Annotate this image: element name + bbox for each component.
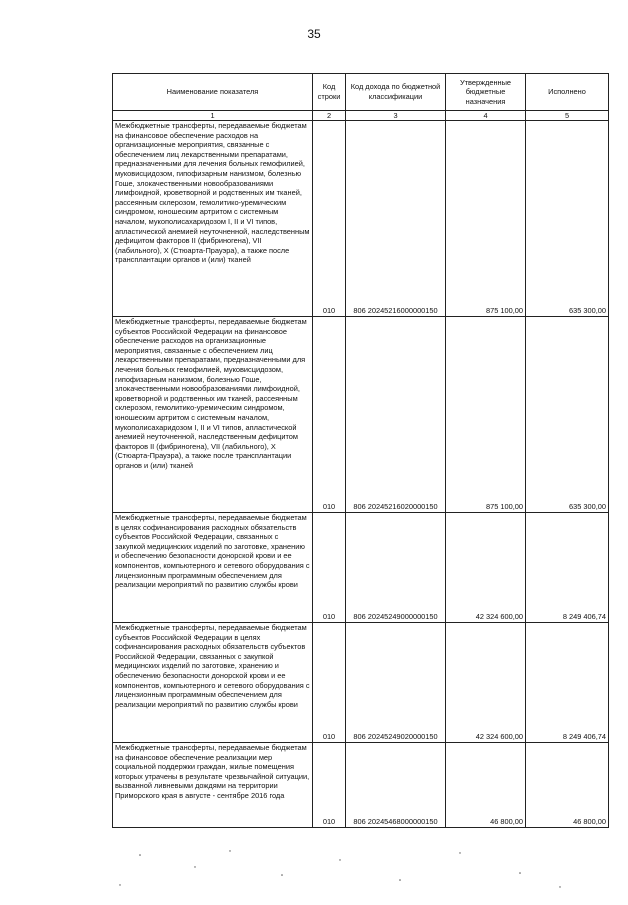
table-row (113, 743, 609, 828)
column-number: 3 (346, 111, 446, 121)
indicator-name: Межбюджетные трансферты, передаваемые бюджетам в целях софинансирования расходных обязательств субъектов Российской Федерации, связанных с закупкой медицинских изделий по заготовке, хранению и обеспечению безопасности донорской крови и ее компонентов, компьютерного и сетевого оборудования с лицензионным программным обеспечением для реализации мероприятий по развитию службы крови (113, 513, 313, 623)
column-number: 5 (526, 111, 609, 121)
approved-amount: 46 800,00 (446, 743, 526, 828)
scan-noise-dots (100, 845, 600, 895)
indicator-name: Межбюджетные трансферты, передаваемые бюджетам на финансовое обеспечение расходов на организационные мероприятия, связанные с обеспечением лиц лекарственными препаратами, предназначенными для лечения больных гемофилией, муковисцидозом, гипофизарным нанизмом, болезнью Гоше, злокачественными новообразованиями лимфоидной, кроветворной и родственных им тканей, рассеянным склерозом, гемолитико-уремическим синдромом, юношеским артритом с системным началом, мукополисахаридозом I, II и VI типов, апластической анемией неуточненной, наследственным дефицитом факторов II (фибриногена), VII (лабильного), X (Стюарта-Прауэра), а также после трансплантации органов и (или) тканей (113, 121, 313, 317)
executed-amount: 8 249 406,74 (526, 513, 609, 623)
income-code: 806 20245249000000150 (346, 513, 446, 623)
line-code: 010 (313, 743, 346, 828)
line-code: 010 (313, 121, 346, 317)
income-code: 806 20245216000000150 (346, 121, 446, 317)
executed-amount: 635 300,00 (526, 317, 609, 513)
header-line-code: Код строки (313, 74, 346, 111)
table-row (113, 623, 609, 743)
column-number: 4 (446, 111, 526, 121)
approved-amount: 875 100,00 (446, 317, 526, 513)
header-approved: Утвержденные бюджетные назначения (446, 74, 526, 111)
budget-execution-table (112, 73, 609, 828)
approved-amount: 875 100,00 (446, 121, 526, 317)
header-executed: Исполнено (526, 74, 609, 111)
indicator-name: Межбюджетные трансферты, передаваемые бюджетам субъектов Российской Федерации в целях софинансирования расходных обязательств субъектов Российской Федерации, связанных с закупкой медицинских изделий по заготовке, хранению и обеспечению безопасности донорской крови и ее компонентов, компьютерного и сетевого оборудования с лицензионным программным обеспечением для реализации мероприятий по развитию службы крови (113, 623, 313, 743)
approved-amount: 42 324 600,00 (446, 513, 526, 623)
table-row (113, 513, 609, 623)
column-number-row (113, 111, 609, 121)
table-header-row (113, 74, 609, 111)
header-income-code: Код дохода по бюджетной классификации (346, 74, 446, 111)
line-code: 010 (313, 623, 346, 743)
approved-amount: 42 324 600,00 (446, 623, 526, 743)
page-number: 35 (307, 27, 321, 41)
line-code: 010 (313, 513, 346, 623)
income-code: 806 20245249020000150 (346, 623, 446, 743)
income-code: 806 20245468000000150 (346, 743, 446, 828)
column-number: 1 (113, 111, 313, 121)
table-row (113, 121, 609, 317)
column-number: 2 (313, 111, 346, 121)
executed-amount: 46 800,00 (526, 743, 609, 828)
table-row (113, 317, 609, 513)
line-code: 010 (313, 317, 346, 513)
indicator-name: Межбюджетные трансферты, передаваемые бюджетам на финансовое обеспечение реализации мер социальной поддержки граждан, жилые помещения которых утрачены в результате чрезвычайной ситуации, вызванной ливневыми дождями на территории Приморского края в августе - сентябре 2016 года (113, 743, 313, 828)
indicator-name: Межбюджетные трансферты, передаваемые бюджетам субъектов Российской Федерации на финансовое обеспечение расходов на организационные мероприятия, связанные с обеспечением лиц лекарственными препаратами, предназначенными для лечения больных гемофилией, муковисцидозом, гипофизарным нанизмом, болезнью Гоше, злокачественными новообразованиями лимфоидной, кроветворной и родственных им тканей, рассеянным склерозом, гемолитико-уремическим синдромом, юношеским артритом с системным началом, мукополисахаридозом I, II и VI типов, апластической анемией неуточненной, наследственным дефицитом факторов II (фибриногена), VII (лабильного), X (Стюарта-Прауэра), а также после трансплантации органов и (или) тканей (113, 317, 313, 513)
executed-amount: 8 249 406,74 (526, 623, 609, 743)
header-indicator-name: Наименование показателя (113, 74, 313, 111)
executed-amount: 635 300,00 (526, 121, 609, 317)
income-code: 806 20245216020000150 (346, 317, 446, 513)
